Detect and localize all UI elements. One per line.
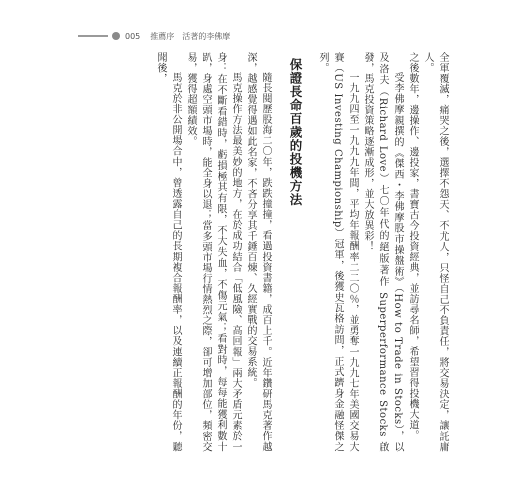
section-heading: 保證長命百歲的投機方法 (288, 58, 303, 207)
book-title: 活著的李佛摩 (182, 31, 231, 41)
section-label: 推薦序 (150, 31, 175, 41)
vertical-body-text (153, 52, 450, 452)
paragraph: 馬克操作方法最美妙的地方，在於成功結合「低風險、高回報」兩大矛盾元素於一身：在不斷看錯時，虧損極其有限，不大失血，不傷元氣；看對時，每每能獲利數十趴，身處空頭市場時，能全身以退；當多頭市場行情熱烈之際，卻可增加部位，頻密交易，獲得超額績效。 (185, 52, 241, 452)
header-bullet-icon (112, 32, 120, 40)
paragraph: 受李佛摩親撰的《傑西・李佛摩股市操盤術》（How to Trade in Stocks），以及洛夫（Richard Love）七〇年代的絕版著作 Superperformance Stocks 啟發，馬克投資策略逐漸成形，並大放異彩！ (362, 52, 403, 452)
paragraph: 一九九四至一九九九年間，平均年報酬率二二〇％，並勇奪一九九七年美國交易大賽（US Investing Championship）冠軍，後獲史瓦格訪問，正式躋身金融怪傑之列。 (317, 52, 358, 452)
paragraph: 之後數年，邊操作、邊投家，書寶古今投資經典，並訪尋名師，希望習得投機大道。 (407, 52, 418, 441)
page-number: 005 (125, 31, 141, 41)
paragraph: 隨長閱歷股海二〇年，跌跌撞撞，看過投資書籍，成百上千。近年鑽研馬克著作越深，越感覺得遇如此名家，不吝分享其千錘百煉、久經實戰的交易系統。 (245, 52, 271, 452)
paragraph: 全軍覆滅，痛哭之後，選擇不怨天、不尤人，只怪自己不負責任，將交易決定，讓託庸人。 (422, 52, 448, 452)
header-rule (78, 35, 108, 37)
paragraph: 馬克於非公開場合中，曾透露自己的長期複合報酬率，以及連續正報酬的年份，聽聞後， (155, 52, 181, 452)
running-header (78, 29, 230, 43)
